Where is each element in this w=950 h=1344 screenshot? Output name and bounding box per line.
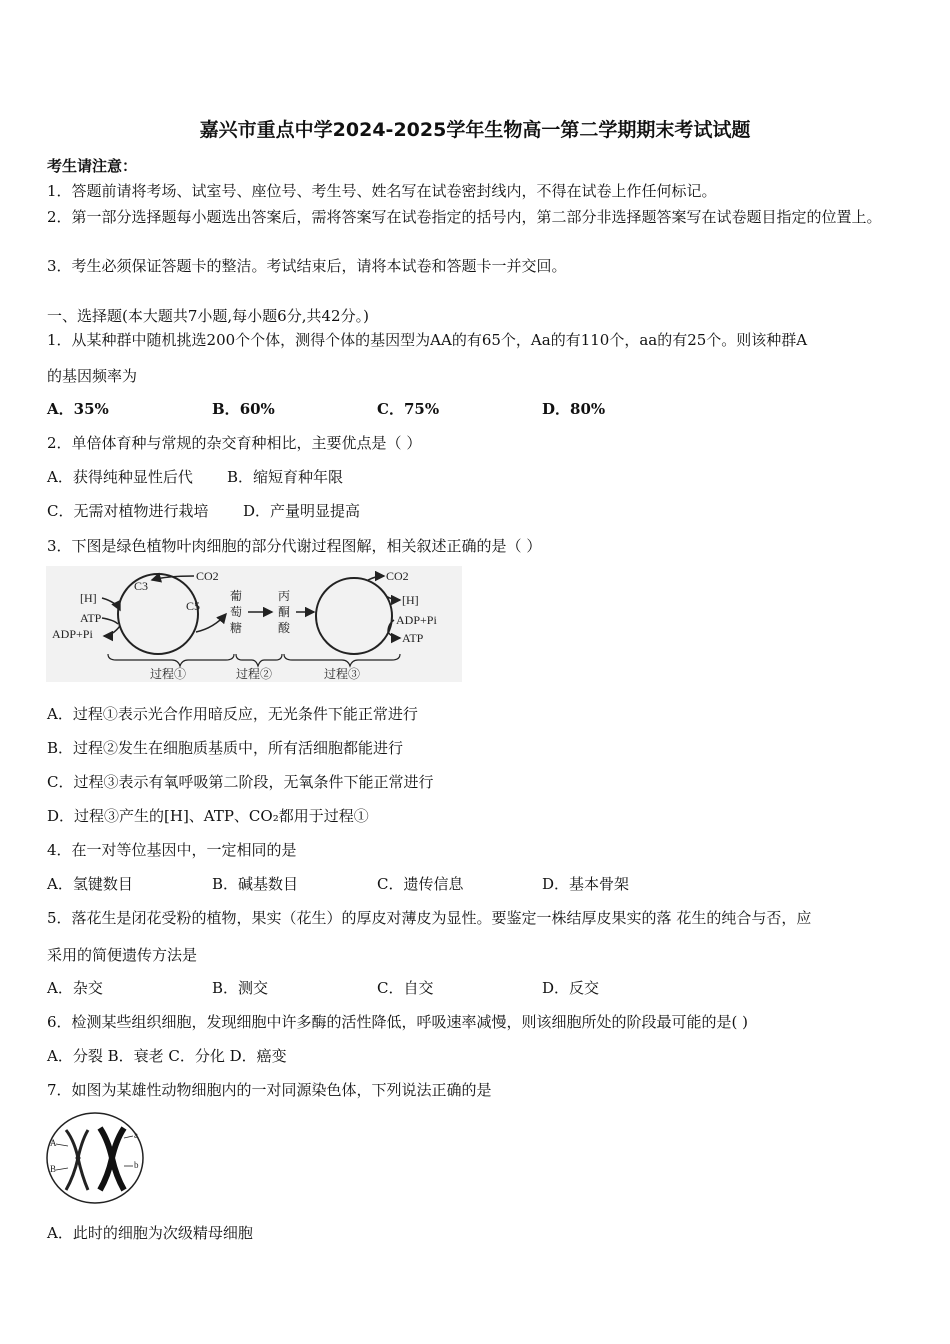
q5-option-a[interactable]: A．杂交 [47, 979, 103, 997]
pyruvate-char-3: 酸 [278, 621, 291, 635]
q1-option-a[interactable]: A．35% [47, 400, 109, 418]
q2-option-a[interactable]: A．获得纯种显性后代 [47, 468, 193, 486]
allele-A-label: A [50, 1138, 57, 1148]
allele-a-label: a [134, 1130, 138, 1140]
exam-title: 嘉兴市重点中学2024-2025学年生物高一第二学期期末考试试题 [199, 119, 751, 141]
notice-item-3: 3．考生必须保证答题卡的整洁。考试结束后，请将本试卷和答题卡一并交回。 [47, 257, 567, 275]
q3-option-d[interactable]: D．过程③产生的[H]、ATP、CO₂都用于过程① [47, 807, 369, 825]
q3-stem: 3．下图是绿色植物叶肉细胞的部分代谢过程图解，相关叙述正确的是（ ） [47, 537, 542, 555]
notice-item-2: 2．第一部分选择题每小题选出答案后，需将答案写在试卷指定的括号内，第二部分非选择题答案写在试卷题目指定的位置上。 [47, 208, 882, 226]
q4-option-a[interactable]: A．氢键数目 [47, 875, 133, 893]
q3-option-a[interactable]: A．过程①表示光合作用暗反应，无光条件下能正常进行 [47, 705, 418, 723]
q1-option-d[interactable]: D．80% [542, 400, 606, 418]
adp-left-label: ADP+Pi [52, 627, 93, 641]
q6-stem: 6．检测某些组织细胞，发现细胞中许多酶的活性降低，呼吸速率减慢，则该细胞所处的阶段最可能的是( ) [47, 1013, 749, 1031]
chromosome-diagram [44, 1110, 146, 1206]
glucose-char-2: 萄 [230, 605, 243, 619]
q2-option-d[interactable]: D．产量明显提高 [243, 502, 361, 520]
q5-option-b[interactable]: B．测交 [212, 979, 269, 997]
chromosome-right [100, 1128, 124, 1190]
q1-stem-line1: 1．从某种群中随机挑选200个个体，测得个体的基因型为AA的有65个，Aa的有110个，aa的有25个。则该种群A [47, 331, 808, 349]
metabolism-diagram [46, 566, 462, 682]
atp-left-label: ATP [80, 611, 102, 625]
c5-label: C5 [186, 599, 201, 613]
c3-label: C3 [134, 579, 149, 593]
notice-item-1: 1．答题前请将考场、试室号、座位号、考生号、姓名写在试卷密封线内，不得在试卷上作任何标记。 [47, 182, 717, 200]
q3-option-c[interactable]: C．过程③表示有氧呼吸第二阶段，无氧条件下能正常进行 [47, 773, 434, 791]
q7-stem: 7．如图为某雄性动物细胞内的一对同源染色体，下列说法正确的是 [47, 1081, 492, 1099]
process3-label: 过程③ [324, 667, 361, 681]
q4-stem: 4．在一对等位基因中，一定相同的是 [47, 841, 297, 859]
q2-option-b[interactable]: B．缩短育种年限 [227, 468, 344, 486]
allele-b-label: b [134, 1160, 139, 1170]
q5-stem-line2: 采用的简便遗传方法是 [47, 946, 198, 964]
notice-heading: 考生请注意： [47, 157, 138, 175]
atp-right-label: ATP [402, 631, 424, 645]
q4-option-d[interactable]: D．基本骨架 [542, 875, 630, 893]
pyruvate-char-2: 酮 [278, 605, 291, 619]
pyruvate-char-1: 丙 [278, 589, 291, 603]
adp-right-label: ADP+Pi [396, 613, 437, 627]
q5-stem-line1: 5．落花生是闭花受粉的植物，果实（花生）的厚皮对薄皮为显性。要鉴定一株结厚皮果实的落 花生的纯合与否，应 [47, 909, 812, 927]
q5-option-c[interactable]: C．自交 [377, 979, 434, 997]
q4-option-b[interactable]: B．碱基数目 [212, 875, 299, 893]
h-left-label: [H] [80, 591, 97, 605]
co2-left-label: CO2 [196, 569, 219, 583]
process1-label: 过程① [150, 667, 187, 681]
q5-option-d[interactable]: D．反交 [542, 979, 600, 997]
co2-right-label: CO2 [386, 569, 409, 583]
q2-option-c[interactable]: C．无需对植物进行栽培 [47, 502, 209, 520]
h-right-label: [H] [402, 593, 419, 607]
glucose-char-3: 糖 [230, 621, 243, 635]
q1-stem-line2: 的基因频率为 [47, 367, 138, 385]
q4-option-c[interactable]: C．遗传信息 [377, 875, 464, 893]
section-heading: 一、选择题(本大题共7小题,每小题6分,共42分。) [47, 307, 369, 325]
q2-stem: 2．单倍体育种与常规的杂交育种相比，主要优点是（ ） [47, 434, 422, 452]
q3-option-b[interactable]: B．过程②发生在细胞质基质中，所有活细胞都能进行 [47, 739, 404, 757]
glucose-char-1: 葡 [230, 589, 243, 603]
cell-membrane [47, 1113, 143, 1203]
chromosome-left [66, 1130, 88, 1190]
q1-option-c[interactable]: C．75% [377, 400, 440, 418]
q6-options[interactable]: A．分裂 B．衰老 C．分化 D．癌变 [47, 1047, 287, 1065]
allele-B-label: B [50, 1164, 57, 1174]
q7-option-a[interactable]: A．此时的细胞为次级精母细胞 [47, 1224, 253, 1242]
process2-label: 过程② [236, 667, 273, 681]
q1-option-b[interactable]: B．60% [212, 400, 275, 418]
